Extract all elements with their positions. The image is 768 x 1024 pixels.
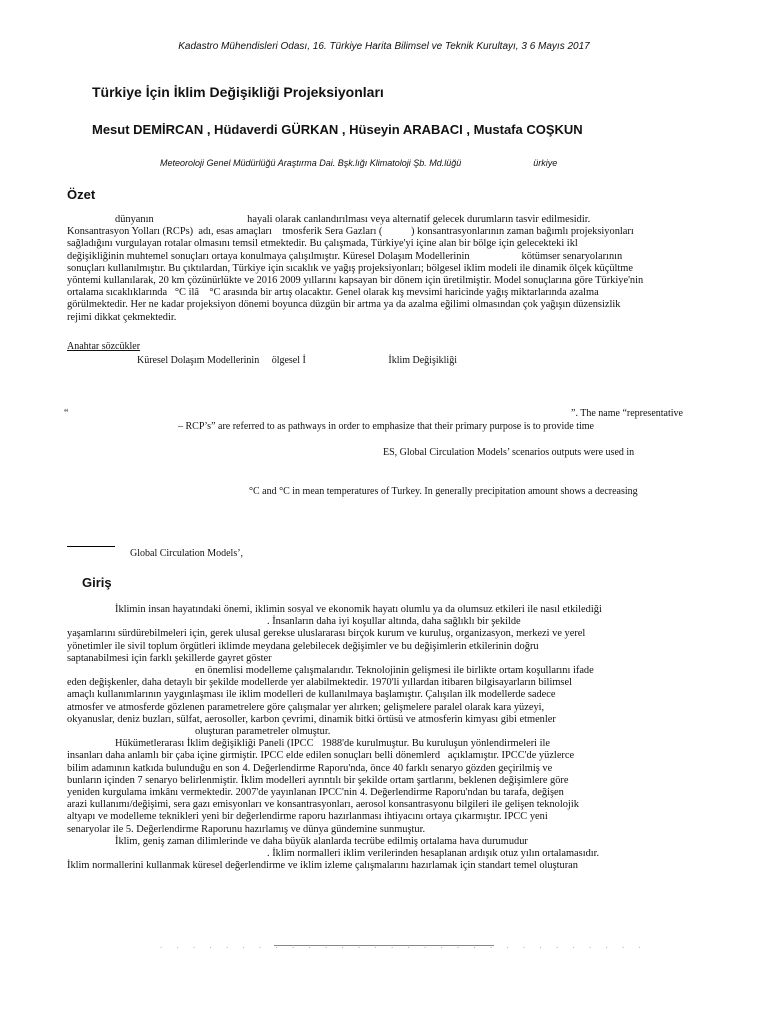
intro-line: İklimin insan hayatındaki önemi, iklimin sosyal ve ekonomik hayatı olumlu ya da olumsuz etkileri ile nasıl etkilediği	[115, 604, 602, 615]
english-keywords: Global Circulation Models’,	[130, 548, 244, 559]
english-line-3: ES, Global Circulation Models’ scenarios outputs were used in	[383, 447, 635, 458]
keyword-3: İklim Değişikliği	[388, 355, 457, 366]
intro-line: . İnsanların daha iyi koşullar altında, daha sağlıklı bir şekilde	[67, 616, 521, 628]
intro-line: amaçlı kullanımlarının yaygınlaşması ile iklim modelleri de kullanılmaya başlamıştır. Çalışılan ilk modellerde sadece	[67, 689, 556, 701]
intro-line: saptanabilmesi için farklı şekillerde gayret göster	[67, 652, 272, 664]
intro-line: insanları daha anlamlı bir çaba içine girmiştir. IPCC elde edilen sonuçları belli dönemlerd açıklamıştır. IPCC'de yüzlerce	[67, 750, 575, 762]
intro-line: Hükümetlerarası İklim değişikliği Paneli (IPCC 1988'de kurulmuştur. Bu kuruluşun yönlendirmeleri ile	[115, 738, 551, 750]
english-line-4: °C and °C in mean temperatures of Turkey. In generally precipitation amount shows a decreasing	[249, 486, 638, 497]
intro-line: bunların içinden 7 senaryo belirlenmiştir. İklim modelleri ayrıntılı bir şekilde ortam şartlarını, beklenen değişimlere göre	[67, 774, 569, 786]
abstract-line: sonuçları kullanılmıştır. Bu çıktılardan, Türkiye için sıcaklık ve yağış projeksiyonları; bölgesel iklim modeli ile dinamik ölçek küçültme	[67, 262, 633, 274]
keyword-2: ölgesel İ	[271, 355, 306, 366]
intro-line: en önemlisi modelleme çalışmalarıdır. Teknolojinin gelişmesi ile birlikte ortam koşullarını ifade	[195, 665, 594, 677]
intro-body	[67, 604, 703, 872]
affiliation	[160, 158, 720, 168]
keyword-1: Küresel Dolaşım Modellerinin	[137, 355, 260, 366]
footnote-rule	[67, 546, 115, 547]
intro-line: . İklim normalleri iklim verilerinden hesaplanan ardışık otuz yılın ortalamasıdır.	[67, 848, 600, 860]
keywords-title: Anahtar sözcükler	[67, 341, 141, 352]
abstract-line: yöntemi kullanılarak, 20 km çözünürlükte ve 2016 2009 yıllarını kapsayan bir dönem için üretilmiştir. Model sonuçlarına göre Türkiye'nin	[67, 275, 644, 287]
abstract-line: değişikliğinin muhtemel sonuçları ortaya konulmaya çalışılmıştır. Küresel Dolaşım Modellerinin kötümser senaryolarının	[67, 250, 623, 262]
intro-line: yeniden kurgulama imkânı vermektedir. 2007'de yayınlanan IPCC'nin 4. Değerlendirme Raporu'ndan bu tarafa, değişen	[67, 787, 564, 799]
page-footer-dots: . . . . . . . . . . . . . . . . . . . . . . . . . . . . . .	[160, 940, 647, 950]
intro-line: bilim adamının katkıda bulunduğu en son 4. Değerlendirme Raporu'nda, önce 40 farklı senaryo gözden geçirilmiş ve	[67, 762, 553, 774]
intro-line: altyapı ve modelleme teknikleri yeni bir değerlendirme raporu hazırlanması ihtiyacını ortaya çıkarmıştır. IPCC yeni	[67, 811, 548, 823]
intro-line: oluşturan parametreler olmuştur.	[195, 726, 331, 738]
intro-line: okyanuslar, deniz buzları, sülfat, aerosoller, karbon çevrimi, dinamik bitki örtüsü ve atmosferin kimyası gibi etmenler	[67, 713, 556, 725]
intro-line: yaşamlarını sürdürebilmeleri için, gerek ulusal gerekse uluslararası birçok kurum ve kuruluş, organizasyon, merkezi ve yerel	[67, 628, 586, 640]
abstract-line: görülmektedir. Her ne kadar projeksiyon dönemi boyunca düzgün bir artma ya da azalma eğilimi olmasından çok yağışın düzensizlik	[67, 299, 621, 311]
affiliation-main: Meteoroloji Genel Müdürlüğü Araştırma Dai. Bşk.lığı Klimatoloji Şb. Md.lüğü	[160, 158, 462, 168]
conference-header: Kadastro Mühendisleri Odası, 16. Türkiye Harita Bilimsel ve Teknik Kurultayı, 3 6 Mayıs 2017	[178, 41, 590, 52]
intro-line: arazi kullanımı/değişimi, sera gazı emisyonları ve konsantrasyonları, aerosol konsantrasyonu bilgileri ile gelişen teknolojik	[67, 799, 579, 811]
abstract-line: sağladığını vurgulayan rotalar olmasını temsil etmektedir. Bu çalışmada, Türkiye'yi içine alan bir bölge için gelecekteki ikl	[67, 238, 578, 250]
abstract-heading: Özet	[67, 187, 96, 202]
footer-rule	[274, 945, 494, 946]
intro-line: İklim normallerini kullanmak küresel değerlendirme ve iklim izleme çalışmalarını hazırlamak için standart temel oluşturan	[67, 860, 578, 872]
english-quote-open: “	[64, 408, 69, 419]
intro-line: eden değişkenler, daha detaylı bir şekilde modellerde yer alabilmektedir. 1970'li yıllardan itibaren bilgisayarların bilimsel	[67, 677, 572, 689]
intro-line: İklim, geniş zaman dilimlerinde ve daha büyük alanlarda tecrübe edilmiş ortalama hava durumudur	[115, 835, 528, 847]
intro-line: senaryolar ile 5. Değerlendirme Raporunu hazırlamış ve dünya gündemine sunmuştur.	[67, 823, 426, 835]
abstract-line: ortalama sıcaklıklarında °C ilâ °C arasında bir artış olacaktır. Genel olarak kış mevsimi haricinde yağış miktarlarında azalma	[67, 287, 599, 299]
english-line-1: ”. The name “representative	[571, 408, 683, 419]
abstract-body	[67, 214, 703, 324]
abstract-line: dünyanın hayali olarak canlandırılması veya alternatif gelecek durumların tasvir edilmesidir.	[115, 214, 591, 225]
abstract-line: rejimi dikkat çekmektedir.	[67, 311, 177, 323]
intro-line: yönetimler ile sivil toplum örgütleri iklimde meydana gelebilecek değişimler ve bu değişimlerin etkilerinin doğru	[67, 640, 539, 652]
intro-line: atmosfer ve atmosferde gözlenen parametrelere göre çalışmalar yer alırken; gelişmelere paralel olarak kara yüzeyi,	[67, 701, 545, 713]
paper-authors: Mesut DEMİRCAN , Hüdaverdi GÜRKAN , Hüseyin ARABACI , Mustafa COŞKUN	[92, 122, 583, 137]
english-line-2: – RCP’s” are referred to as pathways in order to emphasize that their primary purpose is to provide time	[178, 421, 594, 432]
affiliation-country: ürkiye	[533, 158, 558, 168]
abstract-line: Konsantrasyon Yolları (RCPs) adı, esas amaçları tmosferik Sera Gazları ( ) konsantrasyonlarının zaman bağımlı projeksiyonları	[67, 226, 634, 238]
paper-title: Türkiye İçin İklim Değişikliği Projeksiyonları	[92, 84, 384, 100]
intro-heading: Giriş	[82, 575, 112, 590]
keywords	[67, 355, 707, 366]
